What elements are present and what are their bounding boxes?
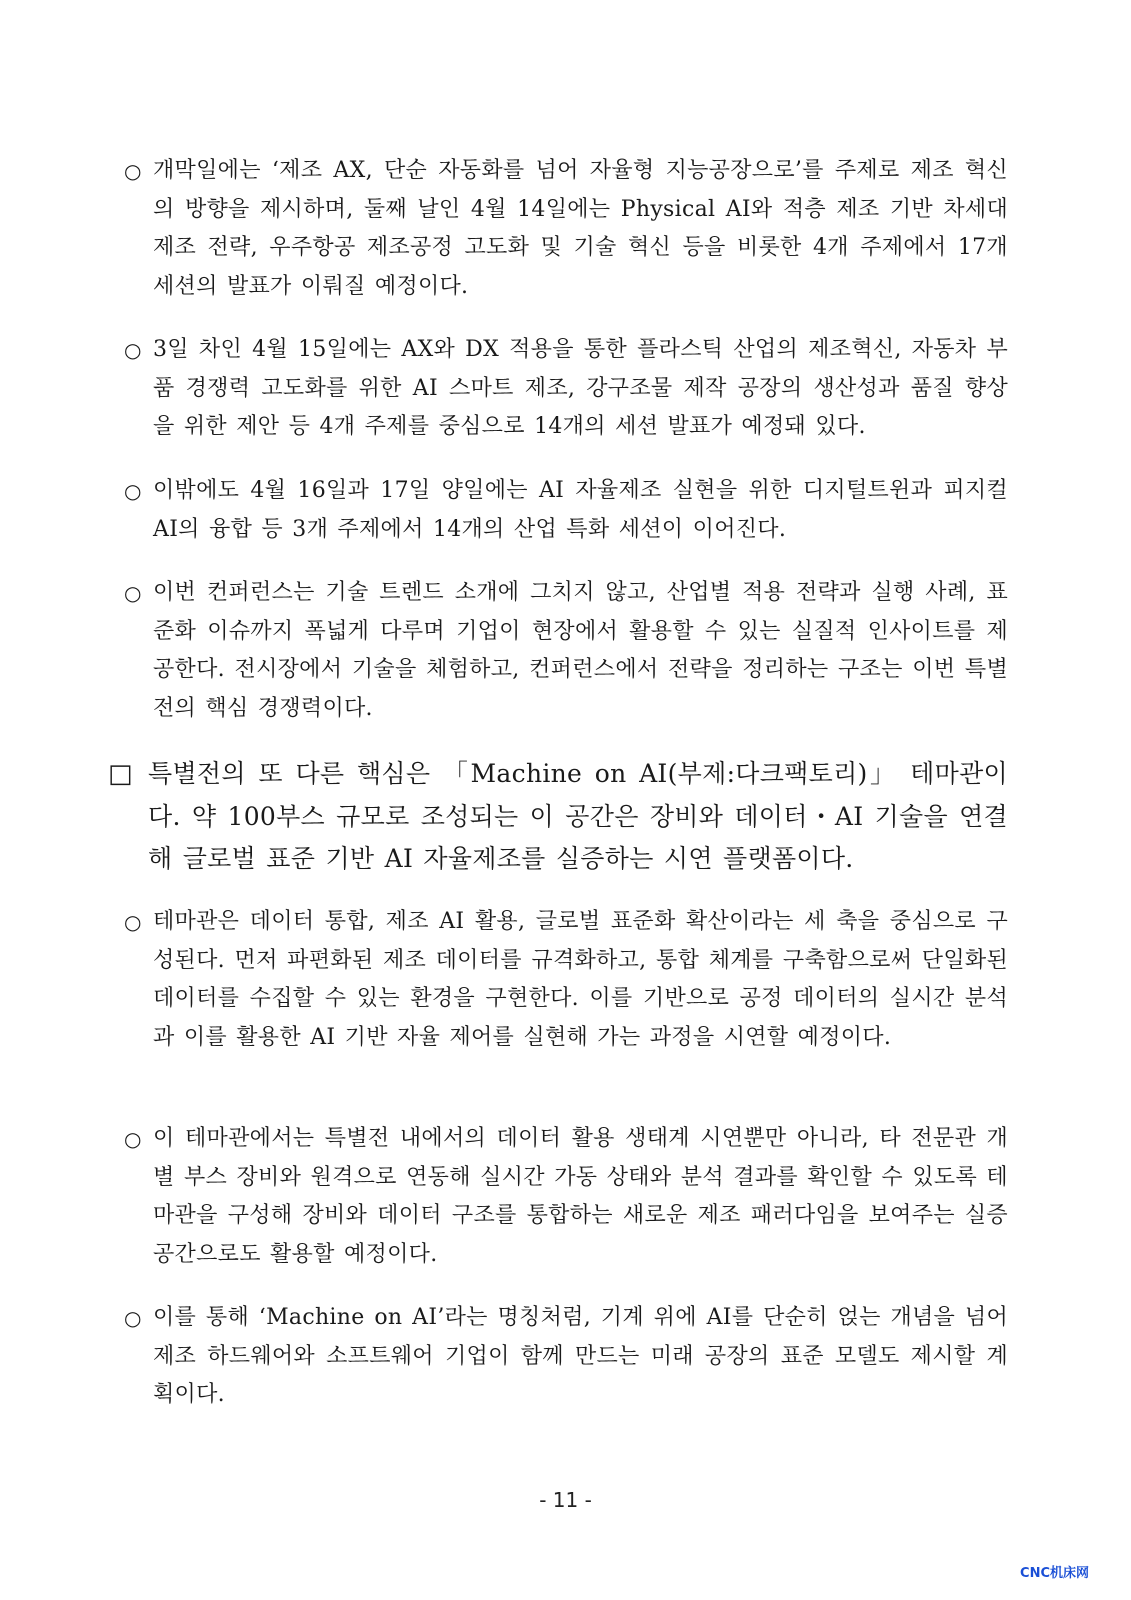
paragraph-text: 이 테마관에서는 특별전 내에서의 데이터 활용 생태계 시연뿐만 아니라, 타 전문관 개별 부스 장비와 원격으로 연동해 실시간 가동 상태와 분석 결과를 확인할 수 있도록 테마관을 구성해 장비와 데이터 구조를 통합하는 새로운 제조 패러다임을 보여주는 실증 공간으로도 활용할 예정이다. <box>153 1126 1008 1267</box>
paragraph-text: 이번 컨퍼런스는 기술 트렌드 소개에 그치지 않고, 산업별 적용 전략과 실행 사례, 표준화 이슈까지 폭넓게 다루며 기업이 현장에서 활용할 수 있는 실질적 인사이트를 제공한다. 전시장에서 기술을 체험하고, 컨퍼런스에서 전략을 정리하는 구조는 이번 특별전의 핵심 경쟁력이다. <box>153 580 1009 721</box>
paragraph-text: 개막일에는 ‘제조 AX, 단순 자동화를 넘어 자율형 지능공장으로’를 주제로 제조 혁신의 방향을 제시하며, 둘째 날인 4월 14일에는 Physical AI와 적층 제조 기반 차세대 제조 전략, 우주항공 제조공정 고도화 및 기술 혁신 등을 비롯한 4개 주제에서 17개 세션의 발표가 이뤄질 예정이다. <box>153 158 1008 299</box>
circle-bullet: ○ <box>124 159 142 183</box>
circle-bullet: ○ <box>124 581 142 605</box>
watermark-logo: CNC机床网 <box>1020 1566 1089 1581</box>
circle-bullet: ○ <box>124 1127 142 1151</box>
paragraph-text: 3일 차인 4월 15일에는 AX와 DX 적용을 통한 플라스틱 산업의 제조혁신, 자동차 부품 경쟁력 고도화를 위한 AI 스마트 제조, 강구조물 제작 공장의 생산성과 품질 향상을 위한 제안 등 4개 주제를 중심으로 14개의 세션 발표가 예정돼 있다. <box>153 337 1008 439</box>
paragraph-text: 이밖에도 4월 16일과 17일 양일에는 AI 자율제조 실현을 위한 디지털트윈과 피지컬 AI의 융합 등 3개 주제에서 14개의 산업 특화 세션이 이어진다. <box>153 478 1008 542</box>
circle-bullet: ○ <box>124 479 142 503</box>
square-bullet: □ <box>108 759 133 789</box>
paragraph-text: 특별전의 또 다른 핵심은 「Machine on AI(부제:다크팩토리)」 테마관이다. 약 100부스 규모로 조성되는 이 공간은 장비와 데이터・AI 기술을 연결해 글로벌 표준 기반 AI 자율제조를 실증하는 시연 플랫폼이다. <box>148 759 1008 873</box>
circle-bullet: ○ <box>124 1306 142 1330</box>
circle-bullet: ○ <box>124 338 142 362</box>
paragraph-text: 이를 통해 ‘Machine on AI’라는 명칭처럼, 기계 위에 AI를 단순히 얹는 개념을 넘어 제조 하드웨어와 소프트웨어 기업이 함께 만드는 미래 공장의 표준 모델도 제시할 계획이다. <box>153 1305 1008 1407</box>
circle-bullet: ○ <box>124 910 142 934</box>
paragraph-text: 테마관은 데이터 통합, 제조 AI 활용, 글로벌 표준화 확산이라는 세 축을 중심으로 구성된다. 먼저 파편화된 제조 데이터를 규격화하고, 통합 체계를 구축함으로써 단일화된 데이터를 수집할 수 있는 환경을 구현한다. 이를 기반으로 공정 데이터의 실시간 분석과 이를 활용한 AI 기반 자율 제어를 실현해 가는 과정을 시연할 예정이다. <box>153 909 1009 1050</box>
page-number: - 11 - <box>539 1488 592 1512</box>
